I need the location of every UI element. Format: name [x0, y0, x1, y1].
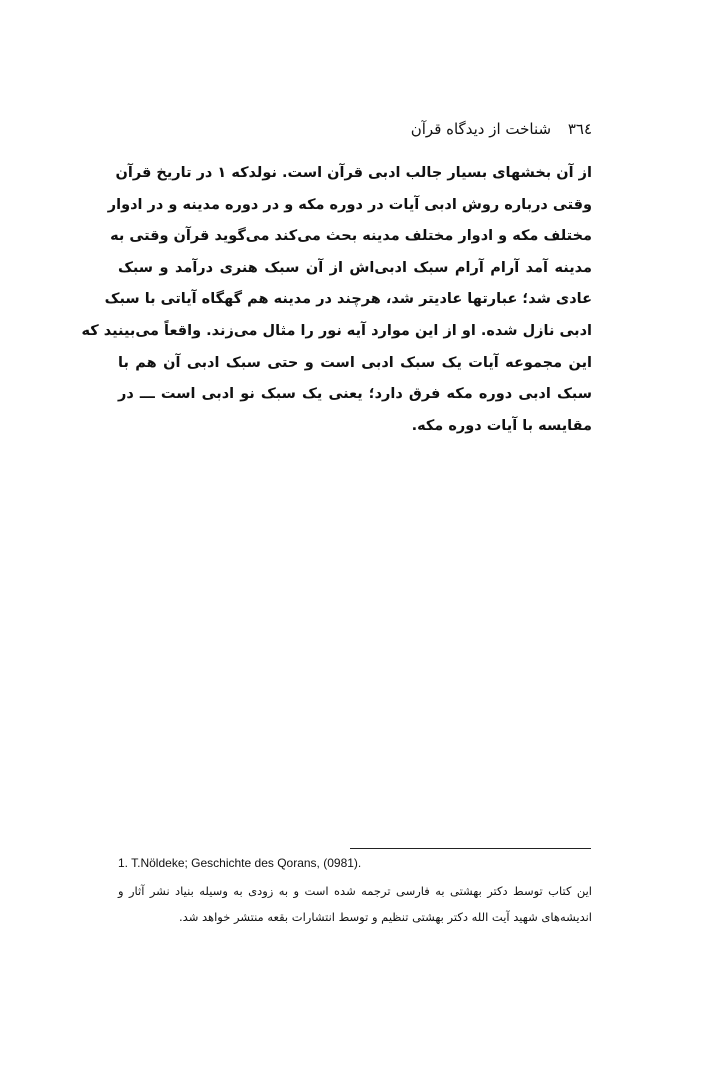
footnote-divider [350, 848, 591, 849]
body-paragraph [81, 158, 592, 442]
body-line: سبک ادبی دوره مکه فرق دارد؛ یعنی یک سبک نو ادبی است ـــ در [118, 386, 592, 403]
footnote-citation: 1. T.Nöldeke; Geschichte des Qorans, (0981). [118, 856, 362, 870]
body-line: این مجموعه آیات یک سبک ادبی است و حتی سبک ادبی آن هم با [118, 354, 592, 371]
body-line: مدینه آمد آرام آرام سبک ادبی‌اش از آن سبک هنری درآمد و سبک [118, 259, 592, 276]
body-line: وقتی درباره روش ادبی آیات در دوره مکه و در دوره مدینه و در ادوار [107, 196, 592, 213]
footnote-line: اندیشه‌های شهید آیت الله دکتر بهشتی تنظیم و توسط انتشارات بقعه منتشر خواهد شد. [179, 910, 592, 924]
body-line: مختلف مکه و ادوار مختلف مدینه بحث می‌کند می‌گوید قرآن وقتی به [110, 228, 592, 245]
running-header [411, 120, 592, 138]
body-line: مقایسه با آیات دوره مکه. [411, 417, 592, 434]
page-number: ٣٦٤ [567, 120, 592, 138]
body-line: از آن بخشهای بسیار جالب ادبی قرآن است. نولدکه ۱ در تاریخ قرآن [115, 165, 592, 181]
footnote-text [118, 878, 592, 930]
footnote-line: این کتاب توسط دکتر بهشتی به فارسی ترجمه شده است و به زودی به وسیله بنیاد نشر آثار و [118, 884, 592, 898]
running-title: شناخت از دیدگاه قرآن [410, 120, 552, 138]
body-line: عادی شد؛ عبارتها عادیتر شد، هرچند در مدینه هم گهگاه آیاتی با سبک [104, 291, 592, 308]
body-line: ادبی نازل شده. او از این موارد آیه نور را مثال می‌زند. واقعاً می‌بینید که [81, 322, 592, 339]
